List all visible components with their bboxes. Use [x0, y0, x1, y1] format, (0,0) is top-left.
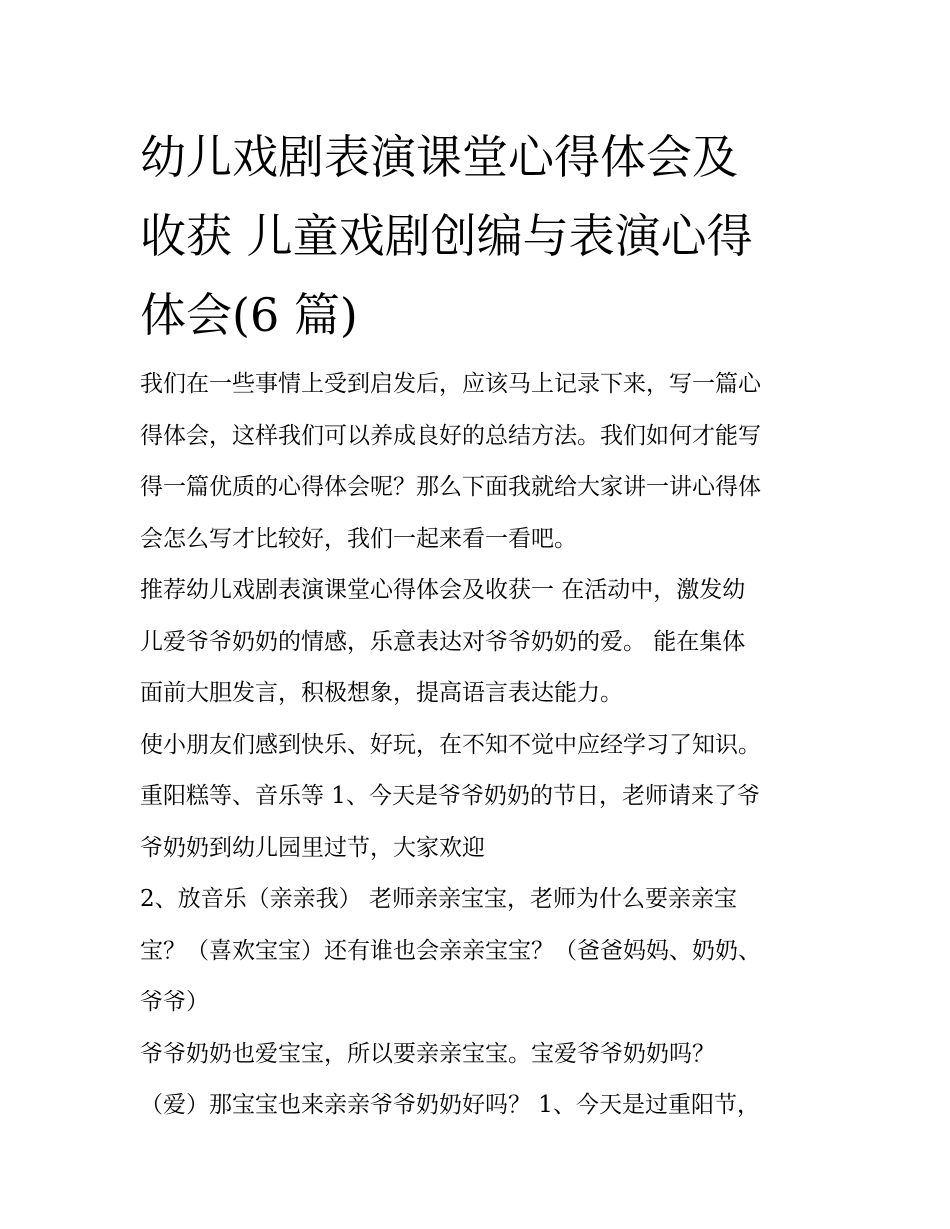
body-line: 儿爱爷爷奶奶的情感，乐意表达对爷爷奶奶的爱。 能在集体: [140, 628, 746, 655]
body-line: 重阳糕等、音乐等 1、今天是爷爷奶奶的节日，老师请来了爷: [140, 783, 760, 809]
body-line: 爷爷）: [140, 989, 209, 1015]
body-line: 2、放音乐（亲亲我） 老师亲亲宝宝，老师为什么要亲亲宝: [140, 886, 737, 912]
body-line: 宝？（喜欢宝宝）还有谁也会亲亲宝宝？（爸爸妈妈、奶奶、: [140, 937, 761, 964]
body-line: 爷爷奶奶也爱宝宝，所以要亲亲宝宝。宝爱爷爷奶奶吗？: [140, 1040, 715, 1067]
body-line: 使小朋友们感到快乐、好玩，在不知不觉中应经学习了知识。: [140, 731, 761, 758]
body-line: 我们在一些事情上受到启发后，应该马上记录下来，写一篇心: [140, 371, 761, 397]
body-line: （爱）那宝宝也来亲亲爷爷奶奶好吗？ 1、今天是过重阳节，: [140, 1092, 760, 1118]
title-line-3: 体会(6 篇): [140, 288, 358, 342]
title-line-2: 收获 儿童戏剧创编与表演心得: [140, 209, 753, 263]
document-body: [140, 359, 830, 1132]
body-line: 得一篇优质的心得体会呢？那么下面我就给大家讲一讲心得体: [140, 474, 761, 500]
body-line: 得体会，这样我们可以养成良好的总结方法。我们如何才能写: [140, 422, 761, 449]
document-title: [140, 118, 820, 355]
body-line: 推荐幼儿戏剧表演课堂心得体会及收获一 在活动中，激发幼: [140, 577, 746, 603]
body-line: 面前大胆发言，积极想象，提高语言表达能力。: [140, 680, 623, 706]
body-line: 会怎么写才比较好，我们一起来看一看吧。: [140, 525, 577, 552]
body-line: 爷奶奶到幼儿园里过节，大家欢迎: [140, 834, 485, 861]
title-line-1: 幼儿戏剧表演课堂心得体会及: [140, 130, 738, 184]
